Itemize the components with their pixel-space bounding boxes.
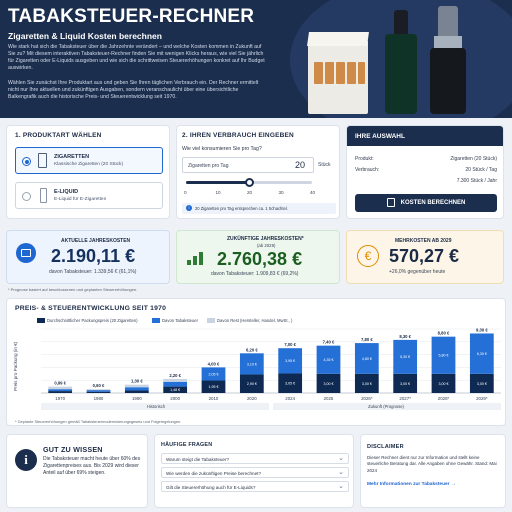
chart-card: [6, 298, 506, 426]
segment-label: 3,00 €: [400, 381, 411, 386]
product-type-card: [6, 125, 170, 219]
segment-label: 1,95 €: [208, 385, 219, 390]
price-tax-chart: [7, 299, 507, 427]
page-title: TABAKSTEUER-RECHNER: [8, 6, 255, 27]
chart-title: PREIS- & STEUERENTWICKLUNG SEIT 1970: [15, 305, 167, 312]
future-costs-sub: davon Tabaksteuer: 1.909,83 € (69,2%): [211, 271, 299, 277]
bar-segment: [125, 387, 149, 390]
euro-coin-icon: €: [357, 245, 379, 267]
option-cigarettes[interactable]: [15, 147, 163, 174]
intro-text-2: Wählen Sie zunächst Ihre Produktart aus und geben Sie Ihren täglichen Verbrauch ein. Der Rechner ermittelt nicht nur Ihre aktuellen und zukünftigen Ausgaben, sondern veranschaulicht über eine übersichtliche Balkengrafik auch die historische Preis- und Steuerentwicklung seit 1970.: [8, 80, 259, 100]
chart-footnote: * Geplante Steuererhöhungen gemäß Tabaksteuermodernisierungsgesetz und Folgeregelungen.: [15, 419, 182, 424]
input-label: Zigaretten pro Tag: [188, 163, 229, 169]
faq-item[interactable]: Wie werden die zukünftigen Preise berechnet? ⌄: [161, 467, 349, 478]
bar-total-label: 4,00 €: [207, 361, 220, 367]
bar-segment: [125, 385, 149, 388]
legend-item-price: Durchschnittlicher Packungspreis (20 Zigaretten): [37, 318, 138, 323]
x-tick-label: 2000: [170, 396, 181, 401]
slider-tick-label: 40: [310, 190, 316, 195]
x-tick-label: 2027*: [399, 396, 411, 401]
x-tick-label: 2024: [285, 396, 296, 401]
bar-total-label: 1,30 €: [131, 378, 143, 384]
segment-label: 3,95 €: [285, 359, 296, 364]
intro-text: Wie stark hat sich die Tabaksteuer über die Jahrzehnte verändert – und welche Kosten kommen in Zukunft auf Sie zu? Mit diesem interaktiven Tabaksteuer-Rechner finden Sie mit wenigen Klicks heraus, wie viel Sie jährlich für Zigaretten oder E-Liquids ausgeben und wie sich die schrittweisen Steuererhöhungen konkret auf Ihr Budget auswirken.: [8, 44, 265, 71]
future-costs-period: (ab 2029): [257, 243, 276, 248]
x-tick-label: 1990: [131, 396, 142, 401]
segment-label: 6,30 €: [476, 352, 487, 357]
bar-total-label: 7,40 €: [322, 339, 335, 345]
info-title: GUT ZU WISSEN: [43, 445, 103, 454]
bar-total-label: 8,30 €: [399, 333, 411, 339]
bar-total-label: 0,60 €: [92, 383, 105, 389]
period-label-forecast: Zukunft (Prognose): [368, 404, 404, 409]
x-tick-label: 2010: [208, 396, 219, 401]
bar-total-label: 6,20 €: [246, 347, 258, 353]
extra-costs-value: 570,27 €: [389, 246, 460, 266]
option-desc: E-Liquid für E-Zigaretten: [54, 197, 107, 202]
segment-label: 3,00 €: [323, 381, 334, 386]
future-costs-value: 2.760,38 €: [217, 249, 303, 269]
x-tick-label: 2028*: [437, 396, 450, 401]
disclaimer-text: Dieser Rechner dient nur zur Information und stellt keine steuerliche Beratung dar. Alle Angaben ohne Gewähr. Stand: Mai 2024: [367, 455, 497, 473]
segment-label: 3,19 €: [246, 362, 257, 367]
calculator-icon: [387, 198, 395, 207]
bar-total-label: 2,20 €: [169, 372, 181, 378]
slider-handle[interactable]: [245, 178, 254, 187]
slider-tick-label: 20: [247, 190, 253, 195]
current-costs-card: [6, 230, 170, 284]
hint-text: 20 Zigaretten pro Tag entsprechen ca. 1 Schachtel.: [195, 206, 288, 211]
step2-title: 2. IHREN VERBRAUCH EINGEBEN: [182, 132, 294, 139]
disclaimer-title: DISCLAIMER: [367, 444, 404, 450]
bar-total-label: 7,80 €: [361, 337, 373, 343]
bar-total-label: 9,30 €: [476, 327, 488, 333]
faq-item[interactable]: Warum steigt die Tabaksteuer? ⌄: [161, 453, 349, 464]
consumption-input[interactable]: [182, 157, 314, 173]
current-costs-sub: davon Tabaksteuer: 1.339,56 € (61,1%): [49, 269, 137, 275]
info-icon: i: [15, 449, 37, 471]
x-tick-label: 1980: [93, 396, 104, 401]
hero-banner: [0, 0, 512, 118]
info-card: [6, 434, 148, 508]
option-label: ZIGARETTEN: [54, 154, 90, 160]
faq-title: HÄUFIGE FRAGEN: [161, 442, 213, 448]
info-text: Die Tabaksteuer macht heute über 60% des Zigarettenpreises aus. Bis 2029 wird dieser Anteil auf über 69% steigen.: [43, 456, 141, 476]
bar-segment: [163, 382, 187, 387]
x-tick-label: 1970: [55, 396, 66, 401]
period-label-historic: Historisch: [146, 404, 166, 409]
liquid-bottle-icon: [40, 188, 47, 203]
wallet-icon: [16, 243, 36, 263]
tax-info-link[interactable]: Mehr Informationen zur Tabaksteuer →: [367, 482, 456, 487]
segment-label: 3,05 €: [285, 381, 296, 386]
segment-label: 1,48 €: [170, 388, 181, 393]
segment-label: 2,90 €: [246, 382, 257, 387]
calculate-button-label: KOSTEN BERECHNEN: [400, 200, 466, 206]
slider-tick-label: 10: [215, 190, 221, 195]
slider-track[interactable]: [186, 181, 312, 184]
radio-checked-icon[interactable]: [22, 157, 31, 166]
info-icon: i: [186, 205, 192, 211]
bar-segment: [87, 390, 111, 392]
slider-tick-label: 30: [278, 190, 284, 195]
bar-total-label: 0,99 €: [54, 380, 66, 386]
cigarette-pack-image: [308, 40, 368, 114]
forecast-footnote: * Prognose basiert auf beschlossenen und geplanten Steuererhöhungen.: [8, 287, 138, 292]
segment-label: 5,80 €: [438, 353, 449, 358]
option-desc: Klassische Zigaretten (20 Stück): [54, 162, 124, 167]
cigarette-pack-icon: [38, 153, 47, 168]
unit-label: Stück: [318, 162, 331, 168]
segment-label: 4,35 €: [323, 358, 334, 363]
segment-label: 3,00 €: [438, 381, 449, 386]
future-costs-label: ZUKÜNFTIGE JAHRESKOSTEN*: [227, 236, 304, 242]
x-tick-label: 2025: [323, 396, 334, 401]
segment-label: 3,00 €: [476, 381, 487, 386]
segment-label: 5,30 €: [400, 355, 411, 360]
bar-chart-up-icon: [187, 249, 207, 265]
extra-costs-sub: +26,0% gegenüber heute: [389, 269, 446, 275]
x-tick-label: 2026*: [361, 396, 373, 401]
consumption-question: Wie viel konsumieren Sie pro Tag?: [182, 146, 262, 152]
consumption-card: [176, 125, 340, 219]
bar-segment: [48, 389, 72, 391]
step1-title: 1. PRODUKTART WÄHLEN: [15, 132, 102, 139]
summary-card: IHRE AUSWAHL Produkt: Zigaretten (20 Stück) Verbrauch: 20 Stück / Tag 7.300 Stück / Jahr KOSTEN BERECHNEN: [346, 125, 504, 219]
x-tick-label: 2029*: [476, 396, 488, 401]
legend-item-tax: Davon Tabaksteuer: [152, 318, 198, 323]
bar-segment: [87, 389, 111, 390]
segment-label: 2,05 €: [208, 372, 219, 377]
disclaimer-card: [360, 434, 506, 508]
y-axis-label: Preis pro Packung (in €): [13, 341, 18, 391]
current-costs-label: AKTUELLE JAHRESKOSTEN: [61, 238, 131, 244]
hint-box: [182, 203, 336, 214]
bar-segment: [48, 387, 72, 389]
input-value[interactable]: 20: [294, 160, 305, 170]
legend-item-rest: Davon Rest (Hersteller, Handel, MwSt., ): [207, 318, 292, 323]
segment-label: 4,80 €: [361, 356, 372, 361]
summary-title: IHRE AUSWAHL: [347, 126, 504, 146]
bar-total-label: 8,80 €: [437, 330, 450, 336]
option-eliquid[interactable]: [15, 182, 163, 209]
page-subtitle: Zigaretten & Liquid Kosten berechnen: [8, 31, 162, 41]
faq-card: [154, 434, 354, 508]
x-tick-label: 2020: [246, 396, 257, 401]
slider-fill: [186, 181, 249, 184]
vape-device-image: [428, 6, 468, 114]
slider-tick-label: 0: [184, 190, 187, 195]
bar-segment: [87, 392, 111, 393]
summary-row-product: Produkt: Zigaretten (20 Stück): [355, 156, 497, 162]
bar-total-label: 7,00 €: [284, 342, 296, 348]
future-costs-card: [176, 230, 340, 284]
option-label: E-LIQUID: [54, 189, 79, 195]
current-costs-value: 2.190,11 €: [51, 246, 136, 266]
bar-segment: [125, 390, 149, 393]
faq-item[interactable]: Gilt die Steuererhöhung auch für E-Liquids? ⌄: [161, 481, 349, 492]
extra-costs-label: MEHRKOSTEN AB 2029: [395, 238, 452, 244]
segment-label: 3,00 €: [361, 381, 372, 386]
summary-row-usage: Verbrauch: 20 Stück / Tag: [355, 167, 497, 173]
liquid-bottle-image: [385, 10, 417, 114]
bar-segment: [48, 391, 72, 393]
extra-costs-card: [346, 230, 504, 284]
radio-unchecked-icon[interactable]: [22, 192, 31, 201]
bar-segment: [163, 379, 187, 382]
calculate-button[interactable]: [355, 194, 497, 212]
